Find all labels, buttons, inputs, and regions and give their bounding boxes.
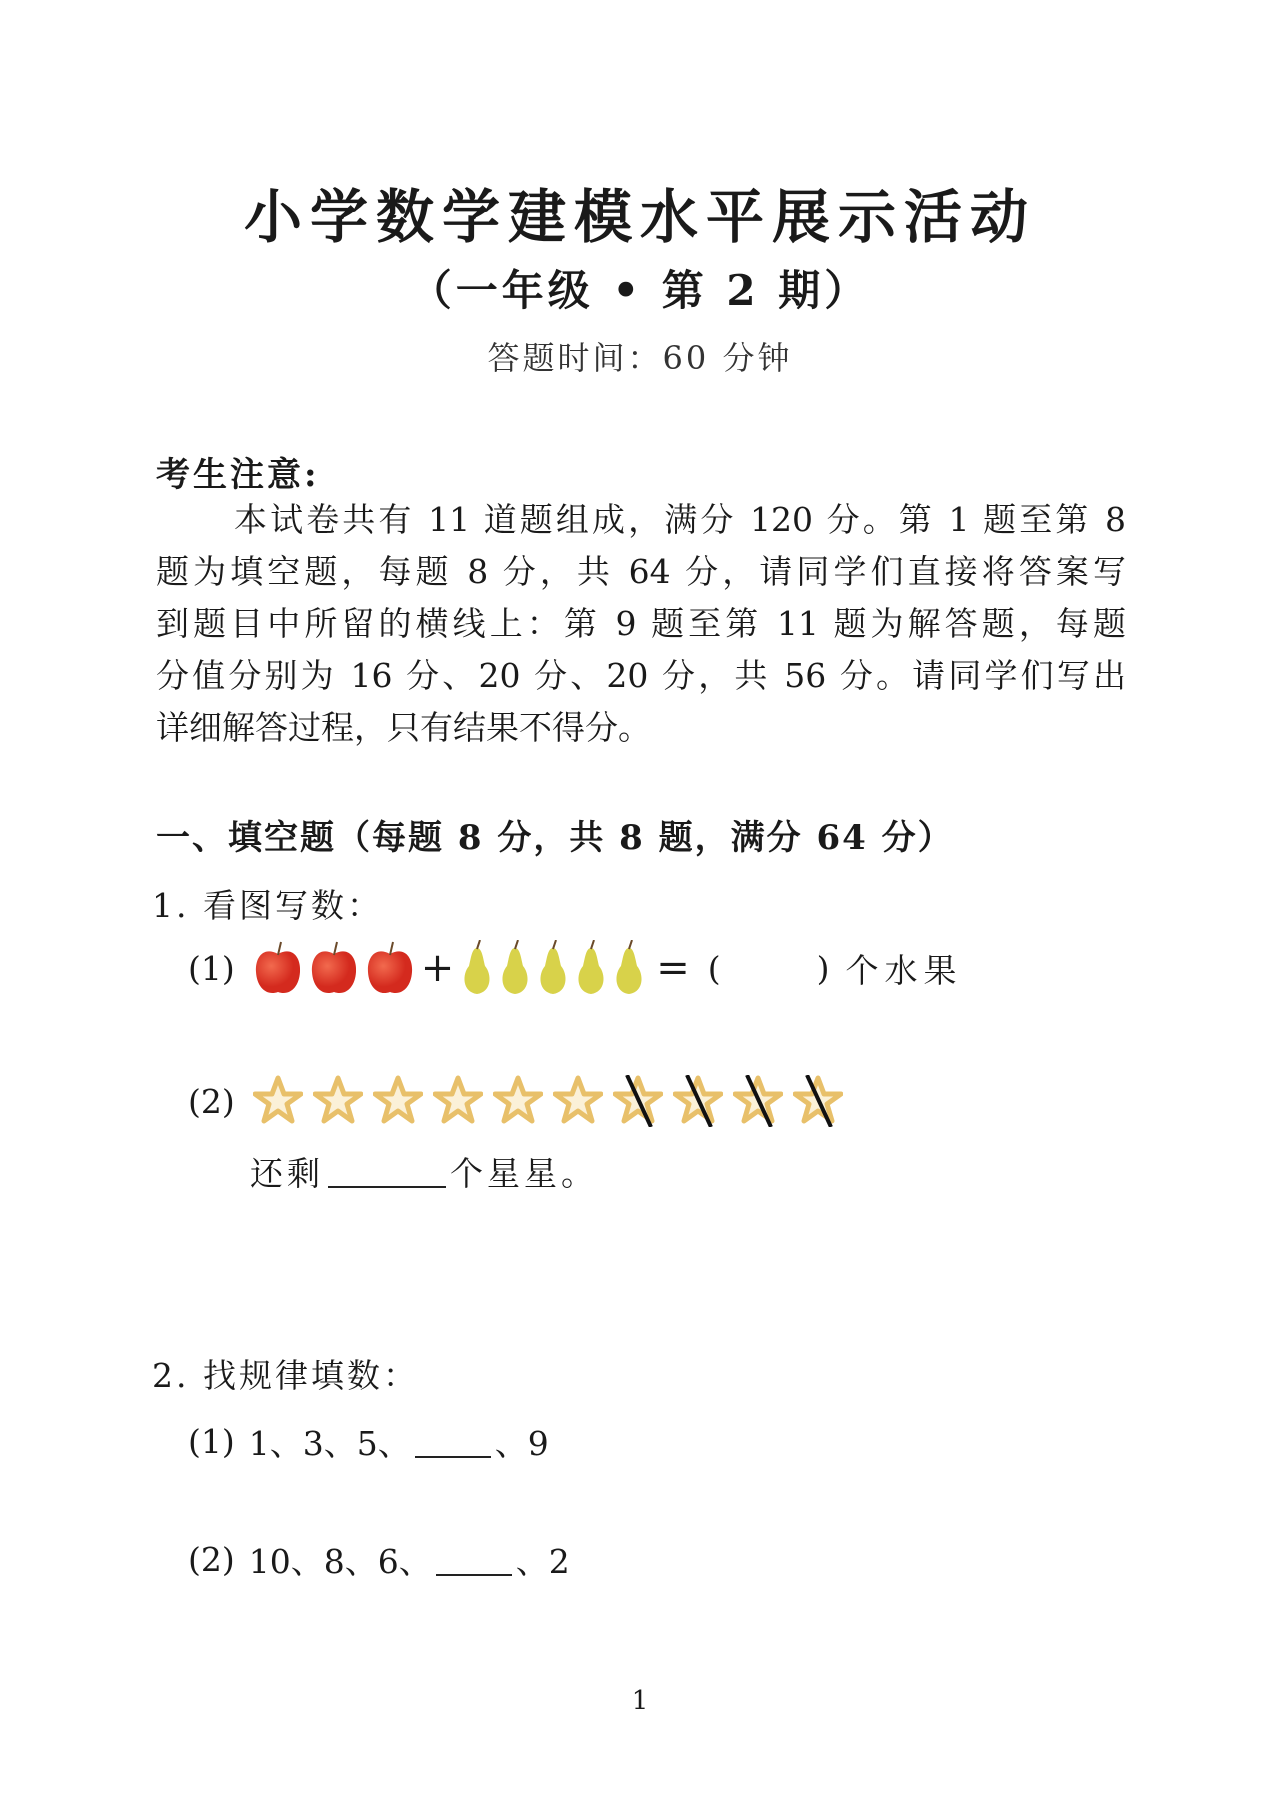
star-icon — [253, 1075, 303, 1127]
sequence: 1、3、5、 — [248, 1424, 411, 1463]
crossed-star-icon — [613, 1075, 663, 1127]
part-number: (2) — [188, 1540, 235, 1579]
question-2-part-2 — [188, 1536, 570, 1583]
notice-heading: 考生注意: — [156, 455, 320, 495]
star-icon — [373, 1075, 423, 1127]
plus-sign: + — [420, 945, 455, 991]
star-icon — [493, 1075, 543, 1127]
crossed-star-icon — [733, 1075, 783, 1127]
sequence-end: 、9 — [494, 1424, 549, 1463]
pears-group — [460, 940, 646, 996]
answer-blank[interactable] — [415, 1426, 491, 1458]
page-title: 小学数学建模水平展示活动 — [243, 183, 1036, 251]
notice-line: 本试卷共有 11 道题组成，满分 120 分。第 1 题至第 8 — [234, 500, 1126, 539]
open-paren: ( — [707, 948, 721, 988]
pear-icon — [574, 940, 608, 996]
notice-line: 分值分别为 16 分、20 分、20 分，共 56 分。请同学们写出 — [156, 656, 1126, 695]
page-subtitle: （一年级 • 第 2 期） — [409, 266, 871, 315]
pear-icon — [536, 940, 570, 996]
apple-icon — [253, 940, 303, 996]
notice-line: 详细解答过程，只有结果不得分。 — [156, 708, 651, 747]
page-number: 1 — [631, 1686, 649, 1716]
crossed-star-icon — [673, 1075, 723, 1127]
notice-line: 到题目中所留的横线上：第 9 题至第 11 题为解答题，每题 — [156, 604, 1126, 643]
sequence-end: 、2 — [515, 1542, 570, 1581]
stars-group — [253, 1075, 843, 1127]
answer-blank[interactable] — [328, 1156, 446, 1188]
star-icon — [553, 1075, 603, 1127]
apple-icon — [309, 940, 359, 996]
part-number: (1) — [188, 948, 235, 988]
part-number: (1) — [188, 1422, 235, 1461]
apple-icon — [365, 940, 415, 996]
section-heading: 一、填空题（每题 8 分，共 8 题，满分 64 分） — [156, 818, 954, 858]
question-1-part-1 — [188, 940, 963, 996]
unit-text: 个水果 — [845, 950, 963, 990]
answer-blank[interactable] — [436, 1544, 512, 1576]
star-icon — [433, 1075, 483, 1127]
pear-icon — [612, 940, 646, 996]
sequence: 10、8、6、 — [248, 1542, 432, 1581]
text-after: 个星星。 — [450, 1154, 598, 1193]
question-1-part-2-answer — [250, 1148, 598, 1195]
close-paren: ) — [816, 948, 830, 988]
pear-icon — [460, 940, 494, 996]
pear-icon — [498, 940, 532, 996]
notice-line: 题为填空题，每题 8 分，共 64 分，请同学们直接将答案写 — [156, 552, 1126, 591]
crossed-star-icon — [793, 1075, 843, 1127]
equals-sign: = — [656, 945, 690, 991]
question-2-part-1 — [188, 1418, 549, 1465]
notice-paragraph — [156, 494, 1126, 754]
apples-group — [253, 940, 415, 996]
question-2-label: 2. 找规律填数： — [152, 1356, 419, 1395]
part-number: (2) — [188, 1081, 235, 1121]
exam-time: 答题时间：60 分钟 — [487, 339, 793, 377]
star-icon — [313, 1075, 363, 1127]
text-before: 还剩 — [250, 1154, 324, 1193]
question-1-part-2 — [188, 1075, 843, 1127]
question-1-label: 1. 看图写数： — [152, 886, 383, 925]
